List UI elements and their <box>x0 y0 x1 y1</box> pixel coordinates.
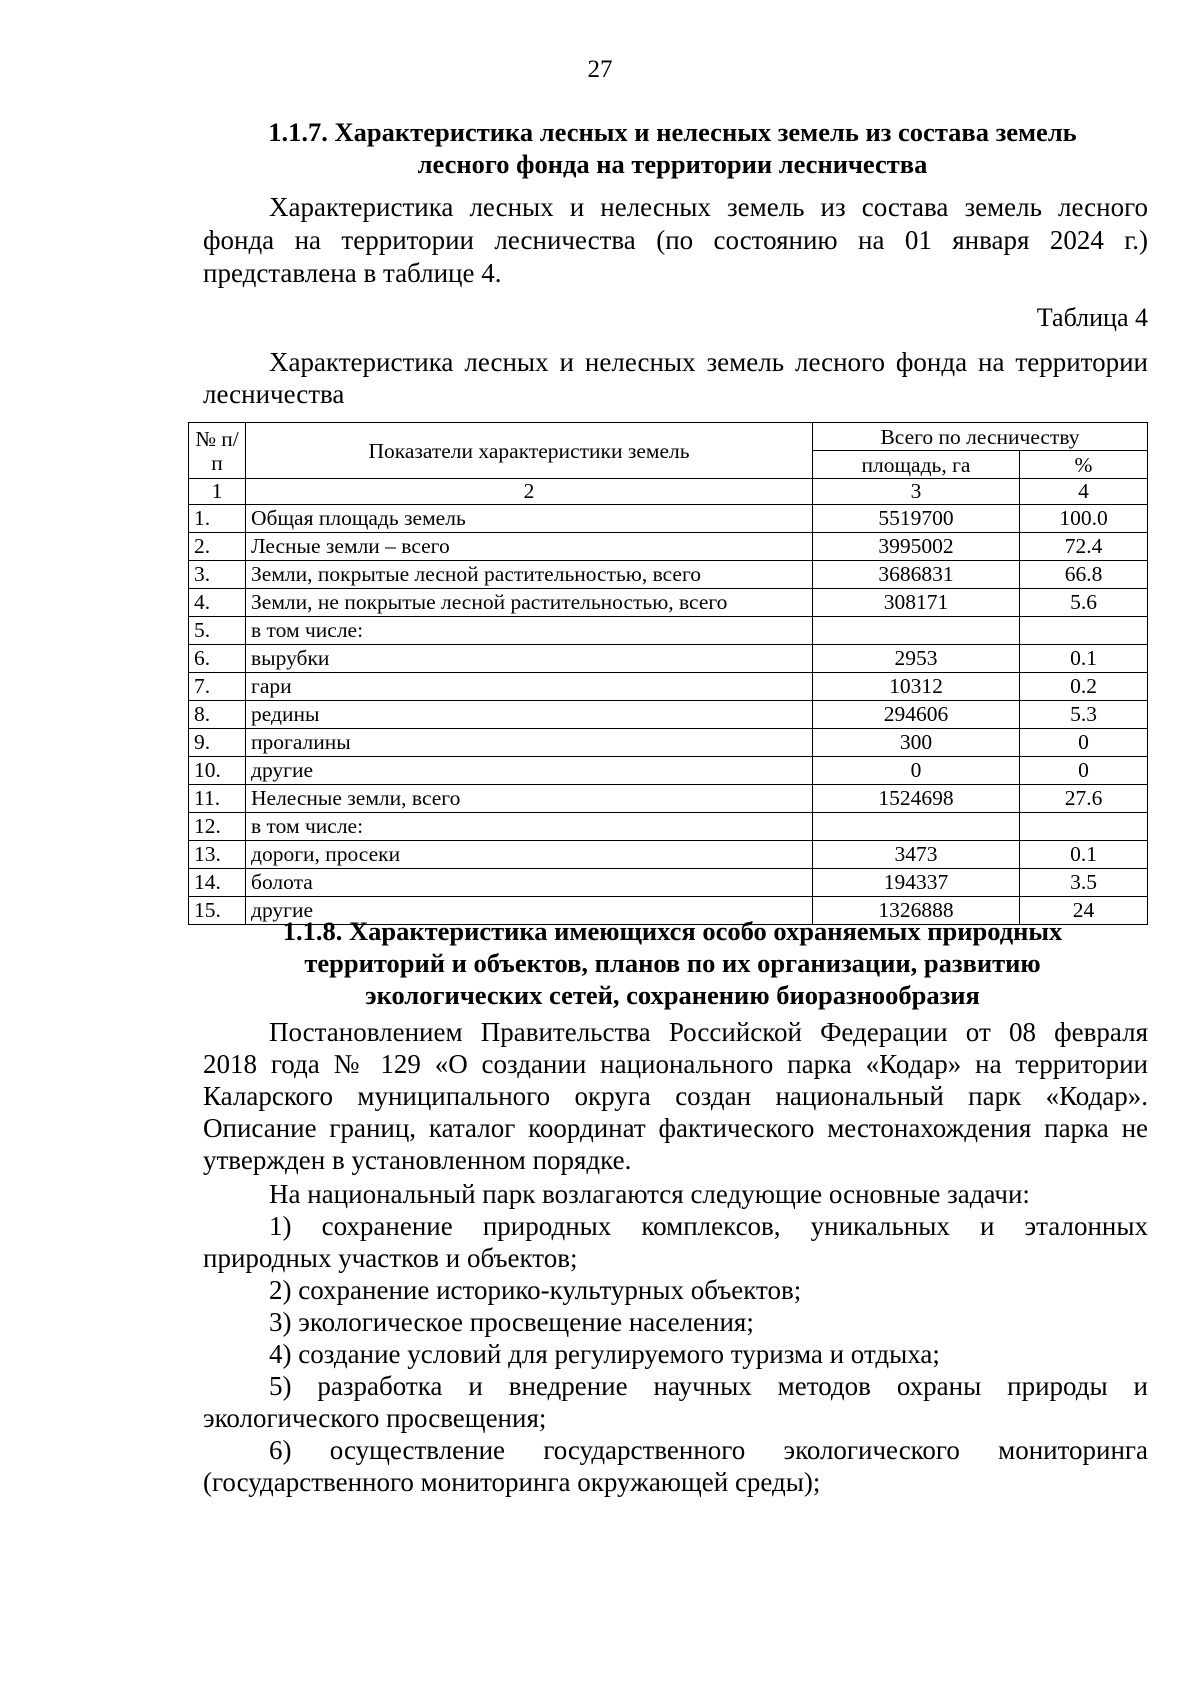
row-number-cell: 4. <box>189 589 246 617</box>
row-name-cell: Лесные земли – всего <box>246 533 813 561</box>
row-area-cell: 2953 <box>813 645 1020 673</box>
row-area-cell <box>813 813 1020 841</box>
row-name-cell: редины <box>246 701 813 729</box>
row-area-cell: 300 <box>813 729 1020 757</box>
task-item: 1) сохранение природных комплексов, уникальных и эталонных <box>269 1211 1148 1241</box>
index-cell: 3 <box>813 479 1020 505</box>
table-row <box>189 813 1148 841</box>
task-item: (государственного мониторинга окружающей среды); <box>203 1467 821 1497</box>
task-item: 5) разработка и внедрение научных методов охраны природы и <box>269 1371 1148 1401</box>
row-number-cell: 5. <box>189 617 246 645</box>
row-area-cell: 1326888 <box>813 897 1020 925</box>
section-1-para-line: фонда на территории лесничества (по состоянию на 01 января 2024 г.) <box>203 225 1148 255</box>
task-item: 6) осуществление государственного экологического мониторинга <box>269 1435 1148 1465</box>
section-2-title-line: 1.1.8. Характеристика имеющихся особо охраняемых природных <box>282 916 1063 946</box>
table-row <box>189 841 1148 869</box>
row-name-cell: Земли, покрытые лесной растительностью, всего <box>246 561 813 589</box>
row-area-cell: 10312 <box>813 673 1020 701</box>
header-indicator: Показатели характеристики земель <box>246 423 813 479</box>
row-number-cell: 12. <box>189 813 246 841</box>
index-cell: 4 <box>1020 479 1148 505</box>
header-num: № п/п <box>189 423 246 479</box>
table-row <box>189 589 1148 617</box>
row-name-cell: дороги, просеки <box>246 841 813 869</box>
row-number-cell: 11. <box>189 785 246 813</box>
row-percent-cell: 0.1 <box>1020 841 1148 869</box>
table-body <box>189 479 1148 925</box>
land-table <box>188 422 1148 925</box>
table-row <box>189 533 1148 561</box>
table-row <box>189 645 1148 673</box>
row-area-cell: 0 <box>813 757 1020 785</box>
row-percent-cell <box>1020 813 1148 841</box>
row-number-cell: 10. <box>189 757 246 785</box>
table-row <box>189 673 1148 701</box>
row-name-cell: другие <box>246 897 813 925</box>
section-2-para-line: Описание границ, каталог координат фактического местонахождения парка не <box>203 1113 1148 1143</box>
row-name-cell: болота <box>246 869 813 897</box>
row-percent-cell: 66.8 <box>1020 561 1148 589</box>
table-row <box>189 869 1148 897</box>
row-percent-cell: 5.6 <box>1020 589 1148 617</box>
row-number-cell: 6. <box>189 645 246 673</box>
row-area-cell: 5519700 <box>813 505 1020 533</box>
row-area-cell: 1524698 <box>813 785 1020 813</box>
section-2-para-line: Постановлением Правительства Российской Федерации от 08 февраля <box>269 1017 1148 1047</box>
row-number-cell: 3. <box>189 561 246 589</box>
row-name-cell: вырубки <box>246 645 813 673</box>
row-name-cell: в том числе: <box>246 617 813 645</box>
index-cell: 1 <box>189 479 246 505</box>
table-label: Таблица 4 <box>1036 303 1148 332</box>
table-row <box>189 729 1148 757</box>
section-2-title-line: территорий и объектов, планов по их организации, развитию <box>304 948 1041 978</box>
table-row <box>189 701 1148 729</box>
row-percent-cell <box>1020 617 1148 645</box>
section-2-para-line: утвержден в установленном порядке. <box>203 1145 632 1175</box>
row-number-cell: 14. <box>189 869 246 897</box>
header-percent: % <box>1020 451 1148 479</box>
row-area-cell: 3995002 <box>813 533 1020 561</box>
table-row <box>189 617 1148 645</box>
task-item: природных участков и объектов; <box>203 1243 578 1273</box>
table-row <box>189 757 1148 785</box>
tasks-intro: На национальный парк возлагаются следующие основные задачи: <box>269 1179 1030 1209</box>
section-1-title <box>200 116 1145 180</box>
row-name-cell: Земли, не покрытые лесной растительностью, всего <box>246 589 813 617</box>
section-2-title <box>200 915 1145 1011</box>
task-item: экологического просвещения; <box>203 1403 547 1433</box>
row-number-cell: 15. <box>189 897 246 925</box>
index-row <box>189 479 1148 505</box>
row-percent-cell: 0 <box>1020 757 1148 785</box>
row-area-cell: 3473 <box>813 841 1020 869</box>
section-1-title-line: лесного фонда на территории лесничества <box>417 149 928 179</box>
table-caption: Характеристика лесных и нелесных земель лесного фонда на территории <box>269 347 1148 377</box>
row-number-cell: 13. <box>189 841 246 869</box>
section-2-para-line: Каларского муниципального округа создан национальный парк «Кодар». <box>203 1081 1148 1111</box>
row-number-cell: 8. <box>189 701 246 729</box>
section-1-title-line: 1.1.7. Характеристика лесных и нелесных земель из состава земель <box>268 117 1077 147</box>
table-caption: лесничества <box>203 379 345 409</box>
row-percent-cell: 0.1 <box>1020 645 1148 673</box>
table-row <box>189 505 1148 533</box>
row-name-cell: в том числе: <box>246 813 813 841</box>
row-name-cell: другие <box>246 757 813 785</box>
row-area-cell: 294606 <box>813 701 1020 729</box>
row-area-cell: 3686831 <box>813 561 1020 589</box>
row-percent-cell: 100.0 <box>1020 505 1148 533</box>
index-cell: 2 <box>246 479 813 505</box>
section-2-title-line: экологических сетей, сохранению биоразнообразия <box>365 980 980 1010</box>
row-percent-cell: 72.4 <box>1020 533 1148 561</box>
header-total: Всего по лесничеству <box>813 423 1148 451</box>
row-percent-cell: 24 <box>1020 897 1148 925</box>
row-area-cell: 194337 <box>813 869 1020 897</box>
header-area: площадь, га <box>813 451 1020 479</box>
row-percent-cell: 5.3 <box>1020 701 1148 729</box>
row-name-cell: гари <box>246 673 813 701</box>
section-2-para-line: 2018 года № 129 «О создании национального парка «Кодар» на территории <box>203 1049 1148 1079</box>
table-row <box>189 785 1148 813</box>
task-item: 2) сохранение историко-культурных объектов; <box>269 1275 802 1305</box>
row-name-cell: Общая площадь земель <box>246 505 813 533</box>
row-percent-cell: 27.6 <box>1020 785 1148 813</box>
section-1-para-line: представлена в таблице 4. <box>203 258 502 288</box>
row-number-cell: 1. <box>189 505 246 533</box>
row-number-cell: 2. <box>189 533 246 561</box>
row-percent-cell: 0.2 <box>1020 673 1148 701</box>
section-1-para-line: Характеристика лесных и нелесных земель из состава земель лесного <box>269 192 1148 222</box>
row-name-cell: Нелесные земли, всего <box>246 785 813 813</box>
row-percent-cell: 3.5 <box>1020 869 1148 897</box>
row-number-cell: 9. <box>189 729 246 757</box>
row-area-cell <box>813 617 1020 645</box>
page-number: 27 <box>587 56 613 83</box>
table-row <box>189 561 1148 589</box>
row-area-cell: 308171 <box>813 589 1020 617</box>
row-number-cell: 7. <box>189 673 246 701</box>
task-item: 3) экологическое просвещение населения; <box>269 1307 754 1337</box>
row-name-cell: прогалины <box>246 729 813 757</box>
task-item: 4) создание условий для регулируемого туризма и отдыха; <box>269 1339 940 1369</box>
row-percent-cell: 0 <box>1020 729 1148 757</box>
